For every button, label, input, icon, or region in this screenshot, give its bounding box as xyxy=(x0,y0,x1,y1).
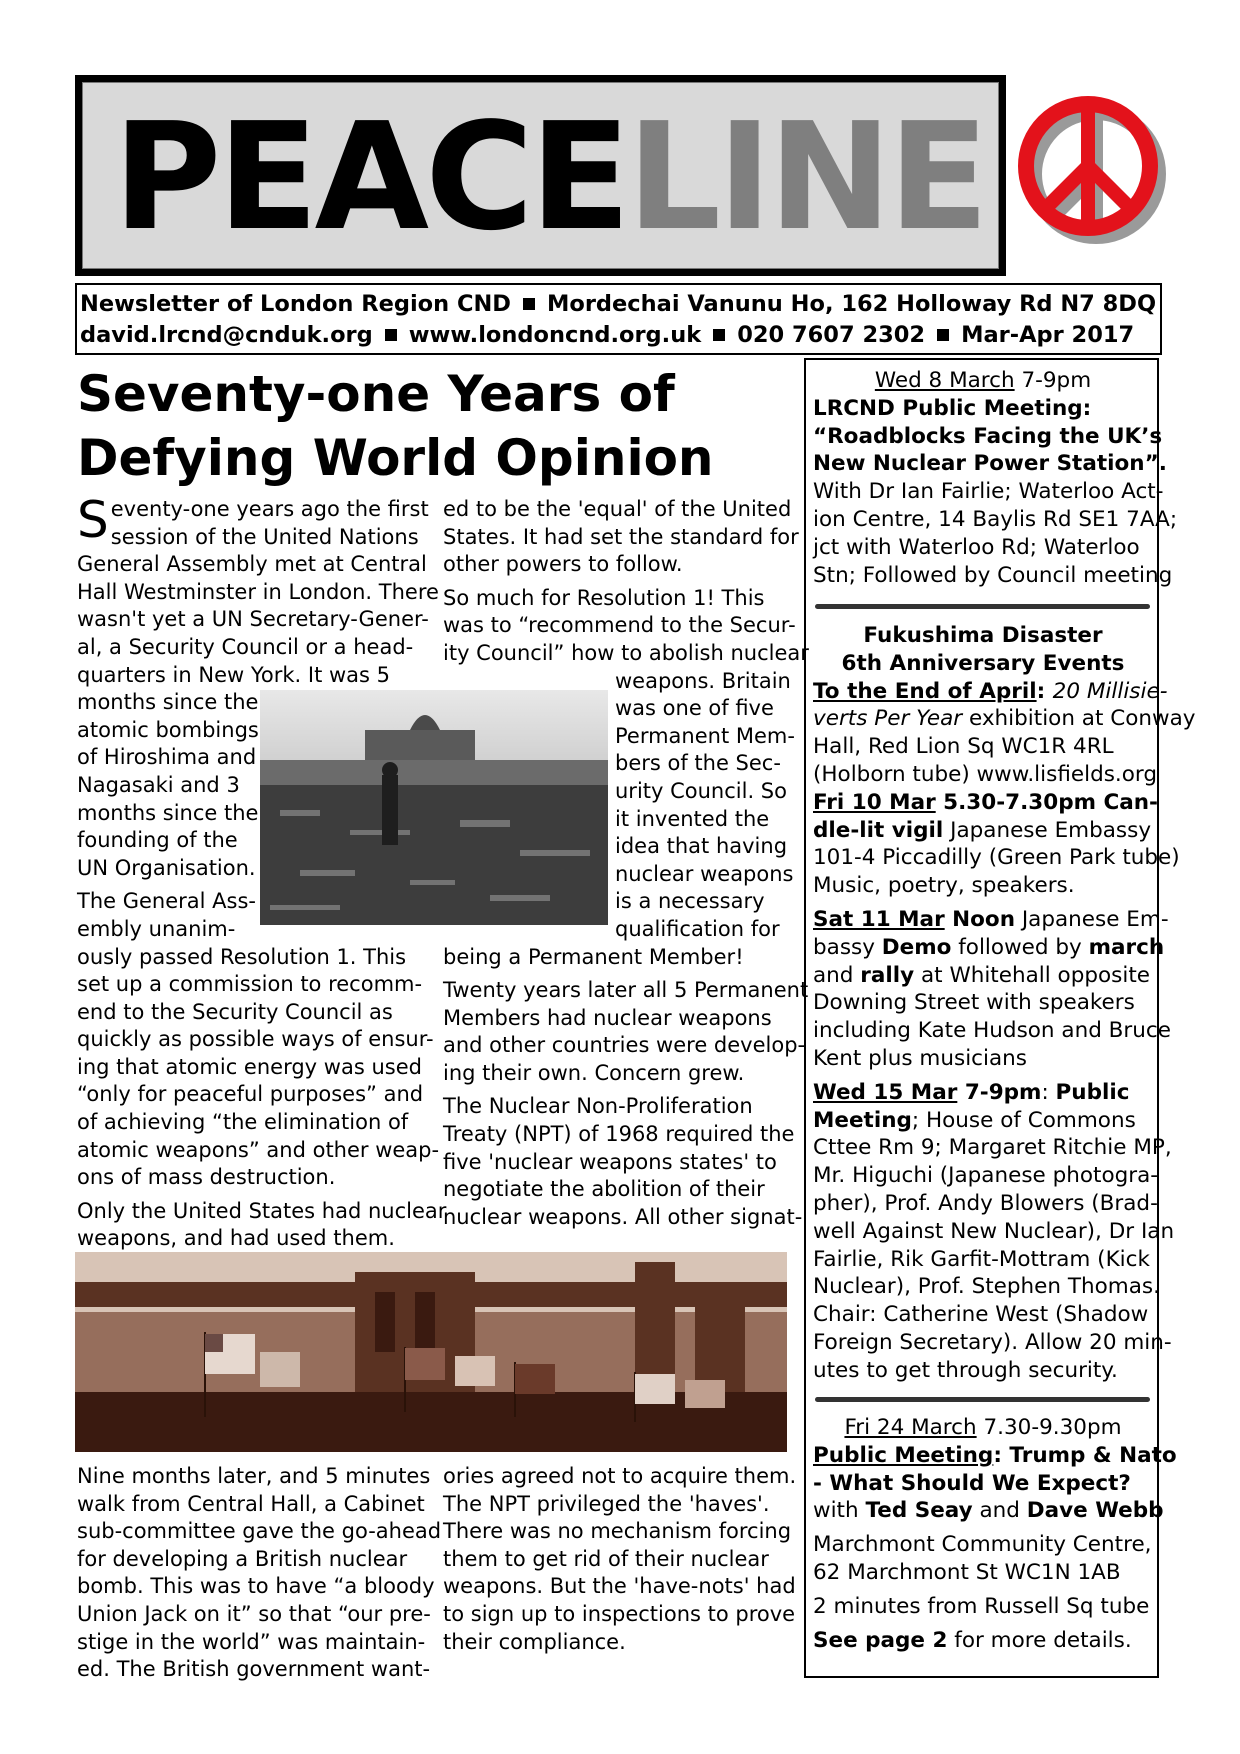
text-line: quarters in New York. It was 5 xyxy=(77,662,391,687)
event-detail: and xyxy=(813,962,861,988)
event-detail: at Whitehall opposite xyxy=(914,962,1150,988)
event-detail: ; House of Commons xyxy=(911,1107,1136,1133)
text-line: ity Council” how to abolish nuclear xyxy=(443,640,809,665)
event-subtitle: New Nuclear Power Station”. xyxy=(813,451,1167,477)
drop-cap: S xyxy=(77,491,109,549)
event-detail: bassy xyxy=(813,934,882,960)
event-title: Public xyxy=(1055,1079,1130,1105)
section-divider xyxy=(815,1397,1150,1402)
text-line: five 'nuclear weapons states' to xyxy=(443,1149,777,1174)
website-link[interactable]: www.londoncnd.org.uk xyxy=(408,322,702,348)
text-line: set up a commission to recomm- xyxy=(77,972,423,997)
event-detail: well Against New Nuclear), Dr Ian xyxy=(813,1218,1175,1244)
text-line: being a Permanent Member! xyxy=(443,944,744,969)
event-title: Public Meeting xyxy=(813,1442,994,1468)
text-line: al, a Security Council or a head- xyxy=(77,634,414,659)
event-subtitle: “Roadblocks Facing the UK’s xyxy=(813,423,1163,449)
text-line: Union Jack on it” so that “our pre- xyxy=(77,1601,431,1626)
text-line: UN Organisation. xyxy=(77,855,256,880)
text-line: Members had nuclear weapons xyxy=(443,1005,772,1030)
article-column-2-bottom xyxy=(443,1463,797,1656)
event-highlight: march xyxy=(1088,934,1165,960)
newsletter-title xyxy=(113,87,985,267)
bullet-square-icon xyxy=(937,329,949,341)
text-line: Only the United States had nuclear xyxy=(77,1198,447,1223)
peace-symbol-icon xyxy=(1012,90,1172,250)
text-line: of Hiroshima and xyxy=(77,745,257,770)
text-line: quickly as possible ways of ensur- xyxy=(77,1027,434,1052)
event-detail: Chair: Catherine West (Shadow xyxy=(813,1302,1149,1328)
text-line: weapons. But the 'have-nots' had xyxy=(443,1574,796,1599)
text-line: nuclear weapons xyxy=(615,861,794,886)
event-detail: and xyxy=(972,1498,1027,1524)
event-detail: 62 Marchmont St WC1N 1AB xyxy=(813,1559,1121,1585)
text-line: There was no mechanism forcing xyxy=(443,1519,792,1544)
event-detail: 2 minutes from Russell Sq tube xyxy=(813,1593,1150,1619)
event-date: Fri 24 March xyxy=(844,1415,977,1440)
section-divider xyxy=(815,604,1150,609)
text-line: ed to be the 'equal' of the United xyxy=(443,497,792,521)
event-date: Fri 10 Mar xyxy=(813,789,936,815)
email-link[interactable]: david.lrcnd@cnduk.org xyxy=(80,322,373,348)
event-time: 7-9pm xyxy=(1014,368,1092,393)
separator: : xyxy=(1036,678,1053,704)
event-detail: Japanese Embassy xyxy=(943,817,1152,843)
info-bar xyxy=(75,283,1162,355)
text-line: ed. The British government want- xyxy=(77,1657,431,1682)
hiroshima-ruins-photo xyxy=(260,690,608,925)
event-title: dle-lit vigil xyxy=(813,817,944,843)
event-detail: 101-4 Piccadilly (Green Park tube) xyxy=(813,845,1180,871)
text-line: States. It had set the standard for xyxy=(443,524,799,549)
text-line: their compliance. xyxy=(443,1629,626,1654)
text-line: Permanent Mem- xyxy=(615,723,795,748)
event-time: Noon xyxy=(944,906,1015,932)
text-line: embly unanim- xyxy=(77,916,236,941)
text-line: weapons, and had used them. xyxy=(77,1226,395,1251)
text-line: months since the xyxy=(77,690,259,715)
masthead-box xyxy=(75,75,1006,276)
text-line: it invented the xyxy=(615,806,770,831)
event-date: To the End of April xyxy=(813,678,1037,704)
text-line: of achieving “the elimination of xyxy=(77,1110,409,1135)
text-line: atomic bombings xyxy=(77,717,259,742)
section-title: Fukushima Disaster xyxy=(863,623,1103,648)
event-highlight: rally xyxy=(860,962,915,988)
text-line: ories agreed not to acquire them. xyxy=(443,1464,797,1488)
text-line: “only for peaceful purposes” and xyxy=(77,1082,424,1107)
section-title: 6th Anniversary Events xyxy=(841,650,1125,676)
issue-date: Mar-Apr 2017 xyxy=(961,322,1135,348)
info-line-2 xyxy=(80,320,1160,351)
headline-line-1: Seventy-one Years of xyxy=(77,365,675,423)
event-detail: Japanese Em- xyxy=(1015,906,1169,932)
event-time: 7.30-9.30pm xyxy=(976,1415,1122,1440)
text-line: walk from Central Hall, a Cabinet xyxy=(77,1491,425,1516)
text-line: wasn't yet a UN Secretary-Gener- xyxy=(77,607,429,632)
event-detail: with xyxy=(813,1498,866,1524)
event-detail: Hall, Red Lion Sq WC1R 4RL xyxy=(813,734,1114,760)
event-detail: Marchmont Community Centre, xyxy=(813,1532,1152,1558)
text-line: weapons. Britain xyxy=(615,668,791,693)
text-line: bomb. This was to have “a bloody xyxy=(77,1574,435,1599)
event-detail: including Kate Hudson and Bruce xyxy=(813,1018,1171,1044)
event-trump-nato xyxy=(813,1414,1177,1654)
speaker-name: Ted Seay xyxy=(865,1498,973,1524)
text-line: them to get rid of their nuclear xyxy=(443,1546,769,1571)
text-line: Treaty (NPT) of 1968 required the xyxy=(443,1122,795,1147)
event-detail: Kent plus musicians xyxy=(813,1045,1027,1071)
event-detail: Cttee Rm 9; Margaret Ritchie MP, xyxy=(813,1135,1172,1161)
event-title: - What Should We Expect? xyxy=(813,1470,1131,1496)
event-detail: followed by xyxy=(951,934,1089,960)
event-detail: utes to get through security. xyxy=(813,1357,1118,1383)
separator: : xyxy=(1041,1079,1056,1105)
event-detail: Mr. Higuchi (Japanese photogra- xyxy=(813,1163,1159,1189)
event-lrcnd-meeting xyxy=(813,367,1178,589)
text-line: The Nuclear Non-Proliferation xyxy=(443,1094,753,1119)
text-line: Twenty years later all 5 Permanent xyxy=(443,978,809,1003)
text-line: ing their own. Concern grew. xyxy=(443,1060,745,1085)
event-detail: (Holborn tube) www.lisfields.org xyxy=(813,761,1158,787)
event-time: 7-9pm xyxy=(957,1079,1042,1105)
event-title: LRCND Public Meeting: xyxy=(813,395,1092,421)
text-line: atomic weapons” and other weap- xyxy=(77,1137,440,1162)
title-line: LINE xyxy=(626,91,986,263)
event-detail: for more details. xyxy=(947,1627,1132,1653)
event-detail: jct with Waterloo Rd; Waterloo xyxy=(813,534,1140,560)
event-detail: Downing Street with speakers xyxy=(813,990,1135,1016)
text-line: months since the xyxy=(77,800,259,825)
exhibition-title: verts Per Year xyxy=(813,706,963,732)
event-time: 5.30-7.30pm xyxy=(935,789,1104,815)
event-detail: Nuclear), Prof. Stephen Thomas. xyxy=(813,1274,1160,1300)
event-detail: Fairlie, Rik Garfit-Mottram (Kick xyxy=(813,1246,1150,1272)
text-line: ing that atomic energy was used xyxy=(77,1054,422,1079)
text-line: is a necessary xyxy=(615,889,765,914)
phone-number: 020 7607 2302 xyxy=(737,322,926,348)
event-detail: Stn; Followed by Council meeting xyxy=(813,562,1173,588)
headline-line-2: Defying World Opinion xyxy=(77,429,714,487)
event-date: Sat 11 Mar xyxy=(813,906,945,932)
event-detail: Foreign Secretary). Allow 20 min- xyxy=(813,1329,1172,1355)
address: Mordechai Vanunu Ho, 162 Holloway Rd N7 8DQ xyxy=(546,291,1157,317)
event-detail: ion Centre, 14 Baylis Rd SE1 7AA; xyxy=(813,506,1178,532)
event-detail: Music, poetry, speakers. xyxy=(813,873,1075,899)
text-line: Nine months later, and 5 minutes xyxy=(77,1464,431,1488)
text-line: end to the Security Council as xyxy=(77,999,393,1024)
text-line: nuclear weapons. All other signat- xyxy=(443,1204,803,1229)
text-line: other powers to follow. xyxy=(443,552,683,577)
text-line: to sign up to inspections to prove xyxy=(443,1601,796,1626)
fukushima-events xyxy=(813,622,1196,1385)
text-line: The General Ass- xyxy=(77,889,256,914)
text-line: for developing a British nuclear xyxy=(77,1546,408,1571)
text-line: Hall Westminster in London. There xyxy=(77,579,439,604)
text-line: The NPT privileged the 'haves'. xyxy=(443,1491,770,1516)
text-line: sub-committee gave the go-ahead xyxy=(77,1519,442,1544)
article-headline xyxy=(77,362,797,490)
masthead-panel xyxy=(82,82,999,269)
title-peace: PEACE xyxy=(113,91,627,263)
bullet-square-icon xyxy=(385,329,397,341)
text-line: negotiate the abolition of their xyxy=(443,1177,765,1202)
see-page-reference: See page 2 xyxy=(813,1627,948,1653)
event-highlight: Demo xyxy=(881,934,952,960)
text-line: founding of the xyxy=(77,828,238,853)
newsletter-subtitle: Newsletter of London Region CND xyxy=(80,291,511,317)
text-line: was one of five xyxy=(615,696,774,721)
building-with-flags-photo xyxy=(75,1252,787,1452)
exhibition-title: 20 Millisie- xyxy=(1052,678,1168,704)
event-title: Meeting xyxy=(813,1107,912,1133)
event-detail: exhibition at Conway xyxy=(962,706,1196,732)
event-detail: With Dr Ian Fairlie; Waterloo Act- xyxy=(813,479,1164,505)
text-line: and other countries were develop- xyxy=(443,1033,806,1058)
speaker-name: Dave Webb xyxy=(1026,1498,1164,1524)
article-column-1-bottom xyxy=(77,1463,442,1684)
text-line: was to “recommend to the Secur- xyxy=(443,613,796,638)
event-title: Can- xyxy=(1103,789,1158,815)
bullet-square-icon xyxy=(713,329,725,341)
event-date: Wed 15 Mar xyxy=(813,1079,958,1105)
text-line: ously passed Resolution 1. This xyxy=(77,944,407,969)
text-line: stige in the world” was maintain- xyxy=(77,1629,426,1654)
text-line: qualification for xyxy=(615,916,780,941)
event-title: : Trump & Nato xyxy=(993,1442,1177,1468)
event-date: Wed 8 March xyxy=(874,368,1015,393)
info-line-1 xyxy=(80,289,1160,320)
text-line: ons of mass destruction. xyxy=(77,1165,336,1190)
text-line: eventy-one years ago the first xyxy=(110,497,429,521)
text-line: urity Council. So xyxy=(615,778,787,803)
text-line: idea that having xyxy=(615,834,788,859)
text-line: So much for Resolution 1! This xyxy=(443,585,765,610)
text-line: session of the United Nations xyxy=(110,524,419,549)
text-line: General Assembly met at Central xyxy=(77,552,427,577)
text-line: Nagasaki and 3 xyxy=(77,772,240,797)
bullet-square-icon xyxy=(523,298,535,310)
text-line: bers of the Sec- xyxy=(615,751,781,776)
event-detail: pher), Prof. Andy Blowers (Brad- xyxy=(813,1190,1158,1216)
